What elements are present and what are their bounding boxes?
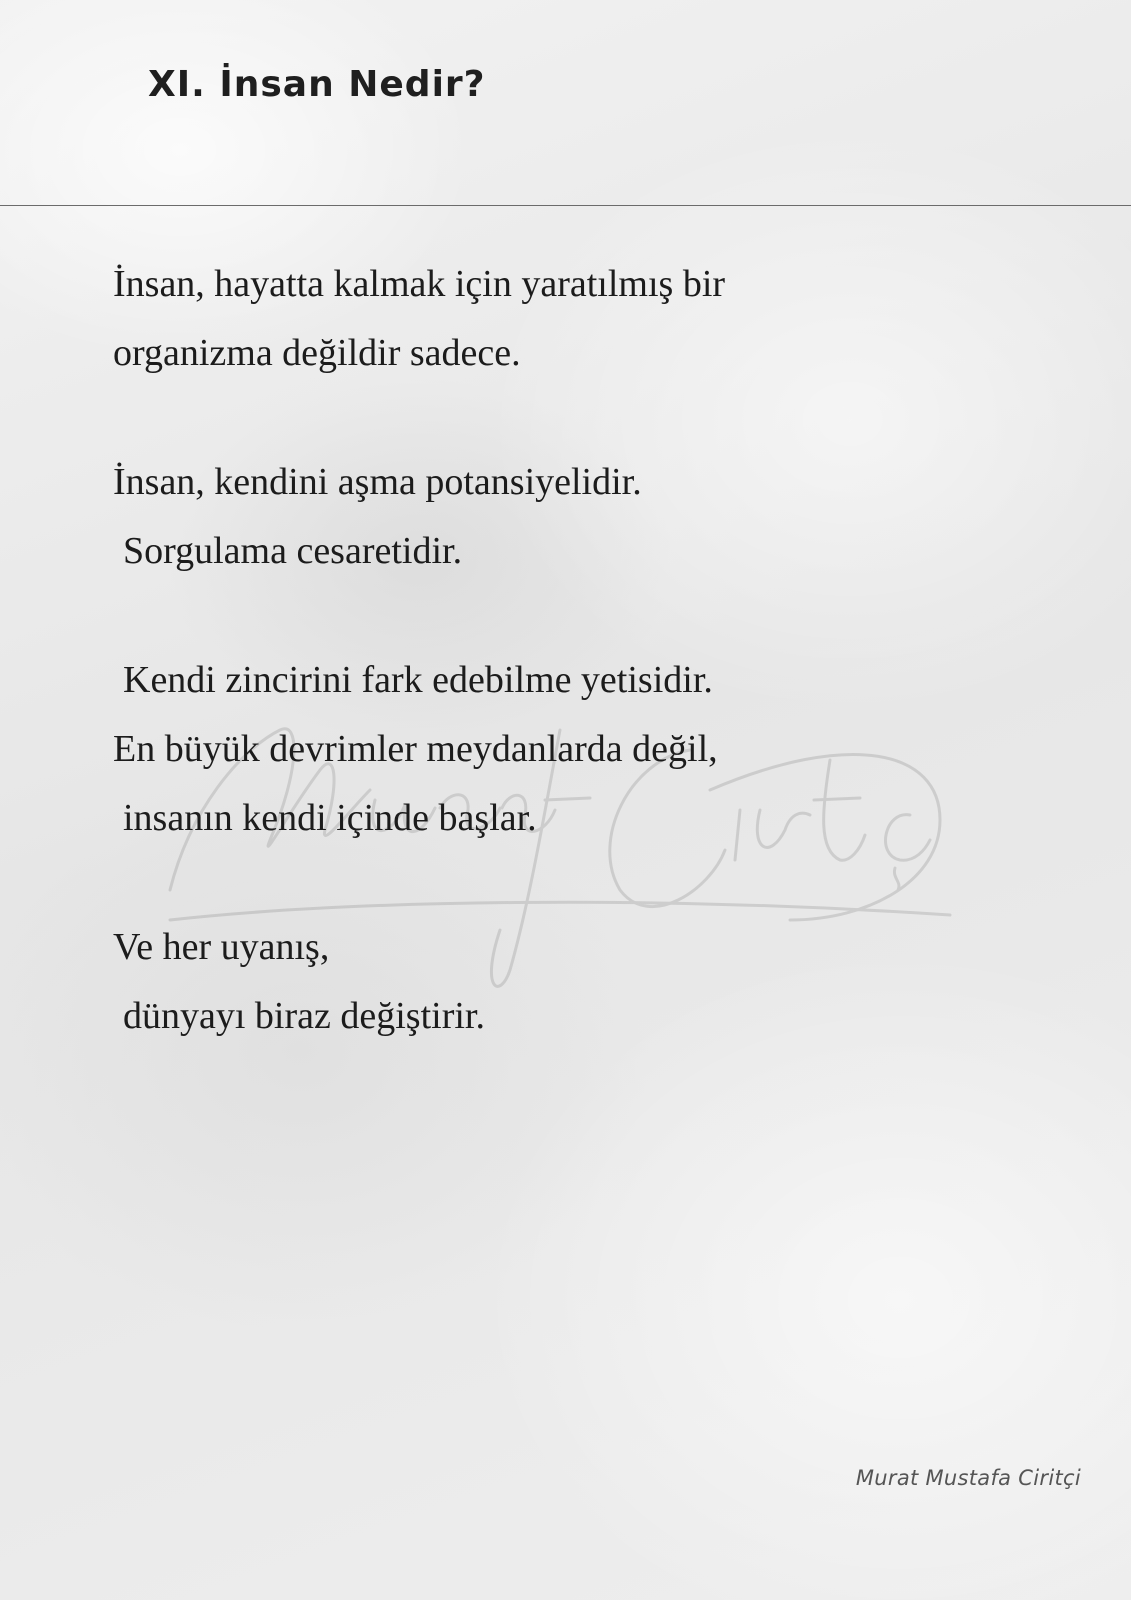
page-header xyxy=(0,0,1131,206)
poem-line: İnsan, hayatta kalmak için yaratılmış bir xyxy=(113,263,726,305)
author-signature: Murat Mustafa Ciritçi xyxy=(855,1466,1081,1490)
poem-line: Ve her uyanış, xyxy=(113,926,330,968)
poem-line: İnsan, kendini aşma potansiyelidir. xyxy=(113,461,642,503)
poem-line: organizma değildir sadece. xyxy=(113,332,521,374)
poem-line: dünyayı biraz değiştirir. xyxy=(123,995,485,1037)
poem-line: En büyük devrimler meydanlarda değil, xyxy=(113,728,718,770)
page-title: XI. İnsan Nedir? xyxy=(148,64,486,105)
poem-line: Kendi zincirini fark edebilme yetisidir. xyxy=(123,659,713,701)
poem-body xyxy=(113,250,1013,1111)
poem-line: insanın kendi içinde başlar. xyxy=(123,797,537,839)
poem-line: Sorgulama cesaretidir. xyxy=(123,530,463,572)
header-divider xyxy=(0,205,1131,206)
poem-stanza xyxy=(113,448,1013,586)
poem-stanza xyxy=(113,913,1013,1051)
poem-stanza xyxy=(113,250,1013,388)
poem-stanza xyxy=(113,646,1013,853)
